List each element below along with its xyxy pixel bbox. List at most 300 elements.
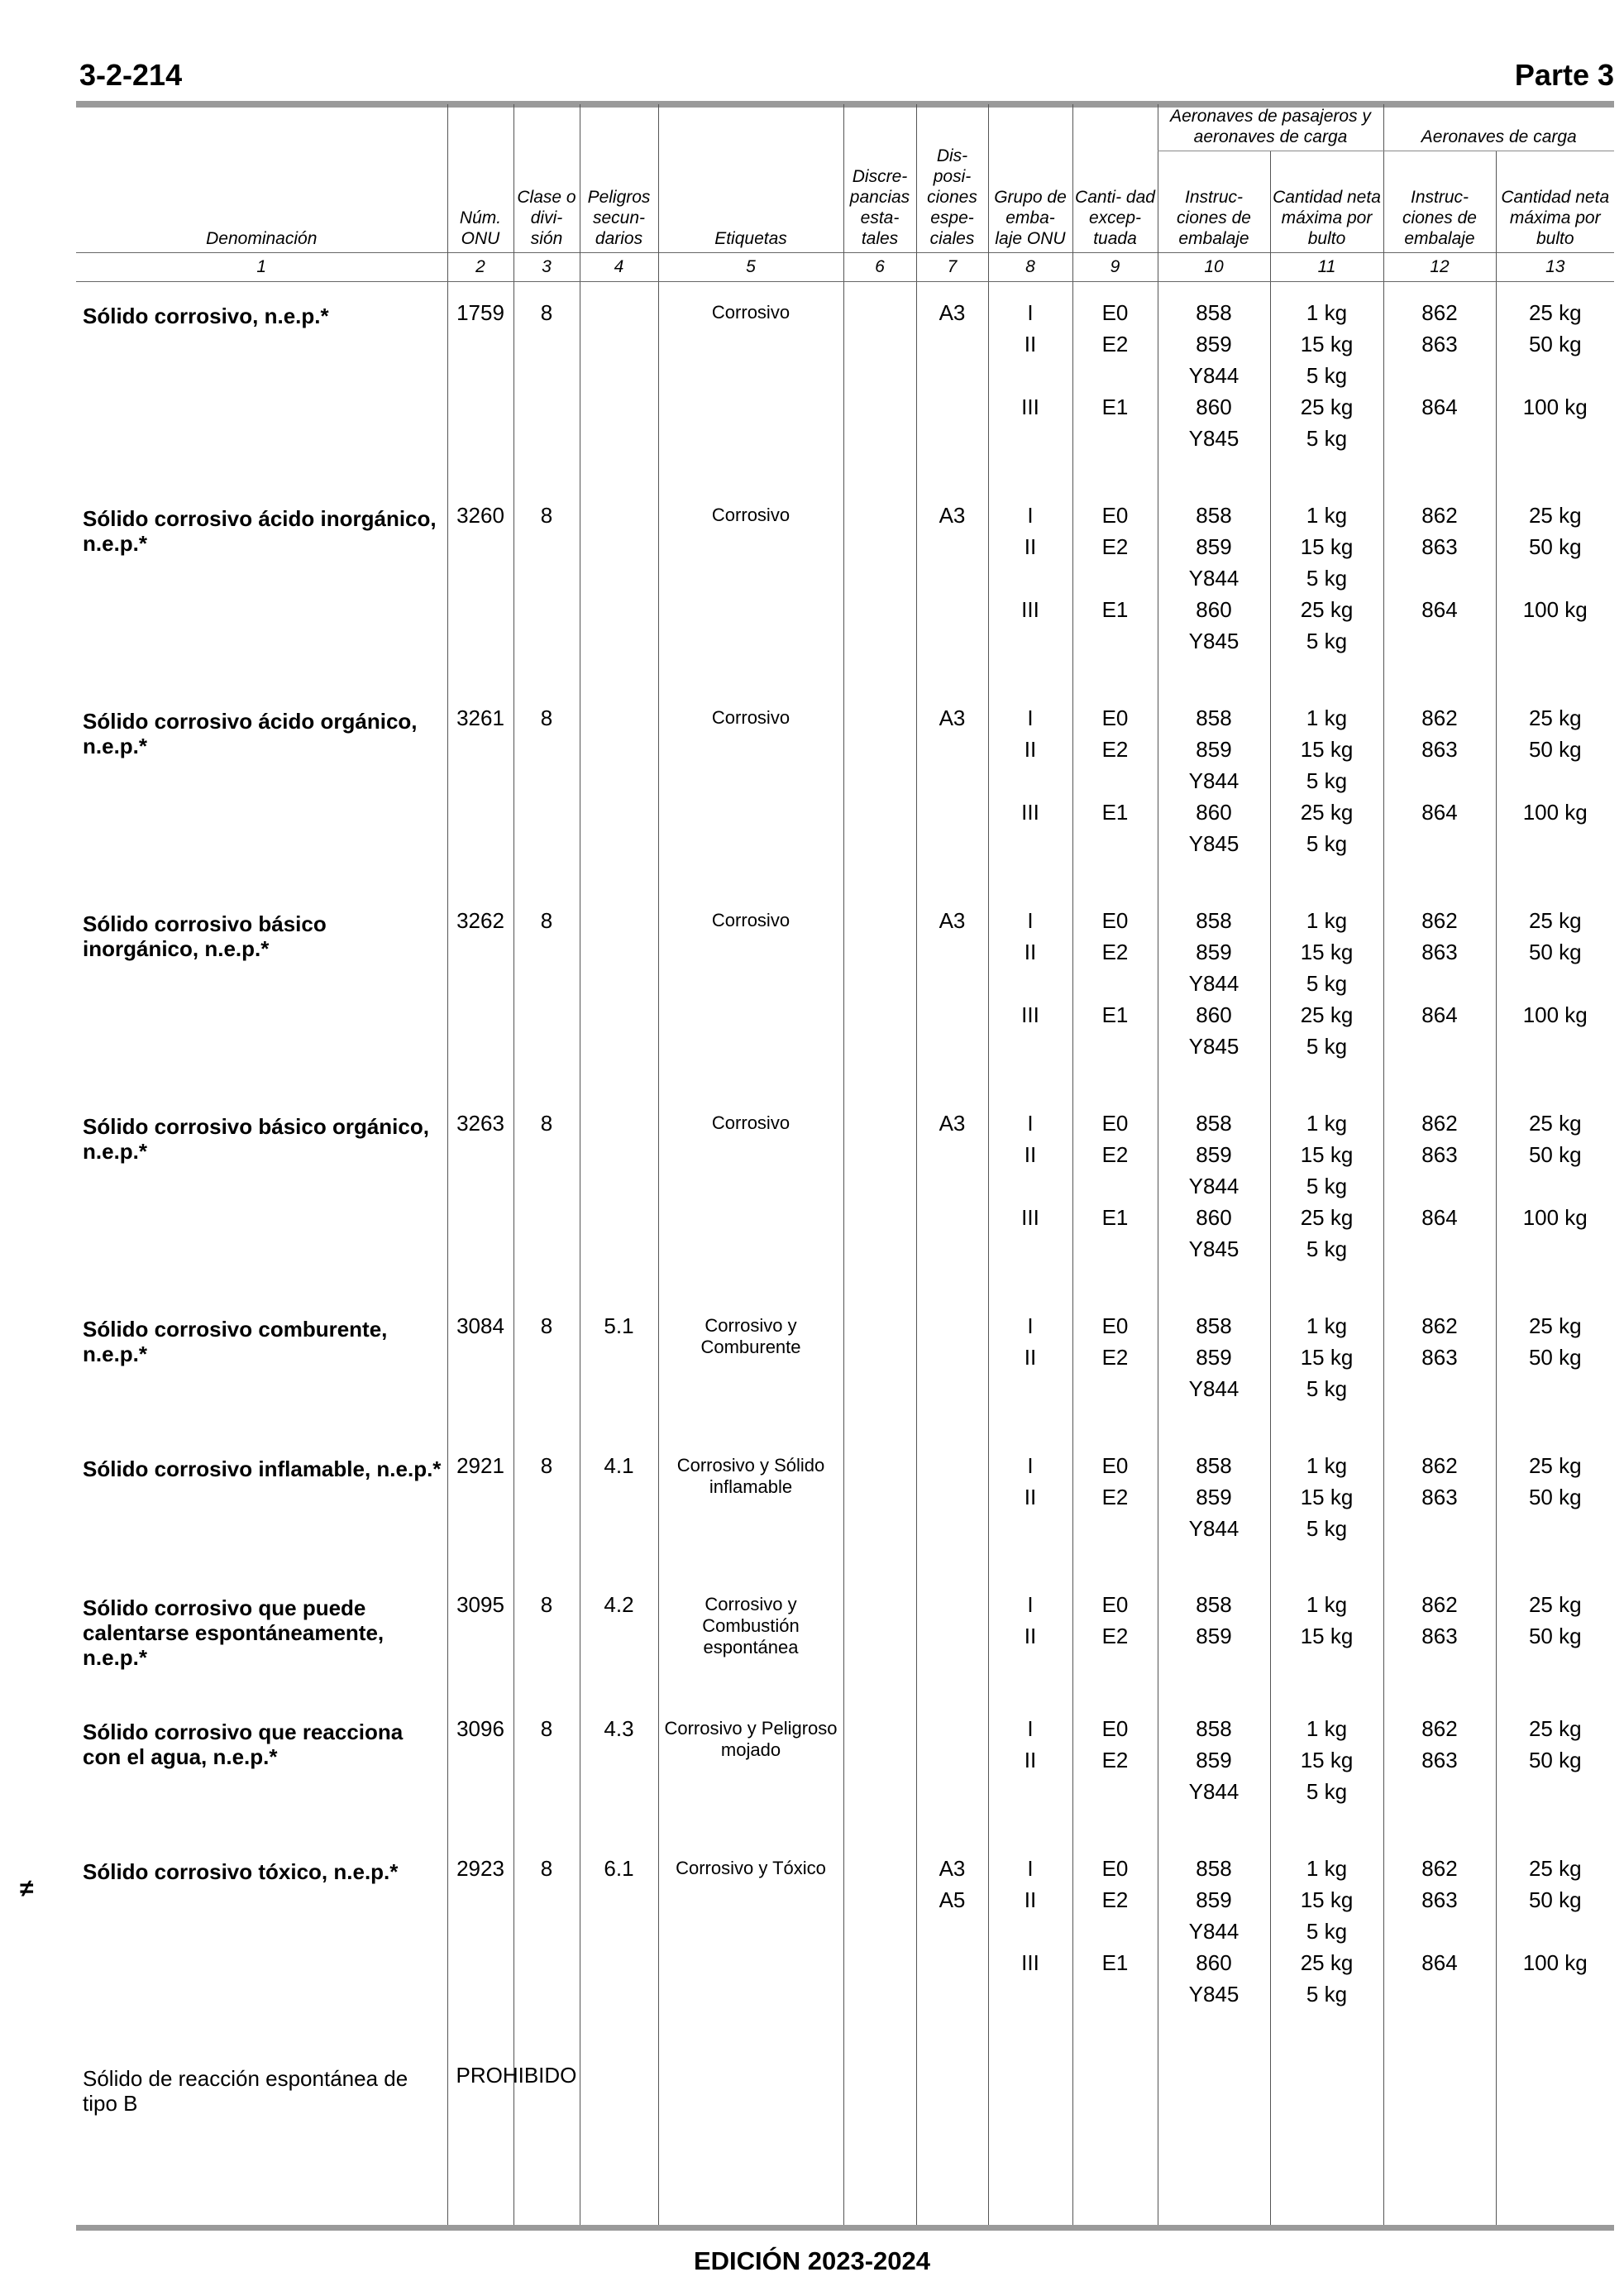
- header-cantidad-carga: Cantidad neta máxima por bulto: [1496, 151, 1614, 253]
- entry-cantidad-carga-value: 50 kg: [1528, 332, 1582, 356]
- entry-instrucciones-carga-value: [1384, 1233, 1496, 1265]
- entry-cantidad-exceptuada-value: E0: [1101, 1453, 1129, 1478]
- entry-grupo-value: II: [1024, 940, 1037, 964]
- entry-clase: 8: [513, 1310, 580, 1450]
- entry-cantidad-pasajeros-value: 5 kg: [1306, 1236, 1348, 1261]
- column-number: 8: [988, 253, 1072, 282]
- entry-cantidad-exceptuada-value: [1073, 765, 1158, 796]
- entry-grupo-value: I: [1027, 300, 1034, 325]
- entry-instrucciones-pasajeros-value: Y845: [1188, 629, 1239, 653]
- entry-instrucciones-pasajeros-value: 858: [1196, 503, 1232, 528]
- entry-instrucciones-carga-value: 864: [1421, 395, 1458, 419]
- entry-disposiciones-value: A3: [939, 908, 966, 933]
- entry-cantidad-exceptuada-value: E0: [1101, 300, 1129, 325]
- entry-disposiciones: [916, 1450, 988, 1589]
- entry-instrucciones-pasajeros: [1158, 500, 1270, 702]
- entry-cantidad-exceptuada-value: [1073, 1916, 1158, 1947]
- entry-grupo-value: I: [1027, 1111, 1034, 1136]
- entry-instrucciones-pasajeros-value: 860: [1196, 800, 1232, 825]
- entry-cantidad-exceptuada-value: [1073, 423, 1158, 454]
- entry-cantidad-exceptuada-value: E1: [1101, 1950, 1129, 1975]
- entry-cantidad-carga-value: 25 kg: [1528, 1313, 1582, 1338]
- entry-cantidad-pasajeros-value: 1 kg: [1306, 503, 1348, 528]
- entry-cantidad-carga-value: 25 kg: [1528, 1111, 1582, 1136]
- entry-instrucciones-pasajeros-value: 858: [1196, 706, 1232, 730]
- entry-clase: 8: [513, 297, 580, 500]
- entry-peligros: 6.1: [580, 1853, 658, 2059]
- entry-disposiciones: [916, 905, 988, 1107]
- entry-cantidad-exceptuada-value: [1073, 625, 1158, 657]
- column-number: 5: [658, 253, 843, 282]
- entry-cantidad-carga-value: 50 kg: [1528, 1624, 1582, 1648]
- entry-instrucciones-pasajeros-value: 859: [1196, 1624, 1232, 1648]
- entry-cantidad-pasajeros-value: 1 kg: [1306, 1716, 1348, 1741]
- entry-cantidad-exceptuada-value: E2: [1101, 534, 1129, 559]
- entry-cantidad-pasajeros-value: 25 kg: [1300, 1205, 1354, 1230]
- entry-etiquetas: Corrosivo: [658, 702, 843, 905]
- entry-instrucciones-pasajeros-value: Y845: [1188, 831, 1239, 856]
- entry-grupo: [988, 702, 1072, 905]
- entry-instrucciones-pasajeros-value: Y845: [1188, 1236, 1239, 1261]
- entry-grupo-value: III: [1021, 1205, 1039, 1230]
- entry-grupo-value: [989, 1170, 1072, 1202]
- entry-grupo-value: II: [1024, 1142, 1037, 1167]
- entry-etiquetas: Corrosivo y Peligroso mojado: [658, 1713, 843, 1853]
- column-number: 4: [580, 253, 658, 282]
- entry-denominacion: Sólido corrosivo tóxico, n.e.p.*: [83, 1859, 399, 1884]
- entry-cantidad-carga-value: 25 kg: [1528, 1453, 1582, 1478]
- entry-peligros: [580, 702, 658, 905]
- empty-cell: [843, 2059, 916, 2229]
- entry-cantidad-exceptuada-value: E1: [1101, 800, 1129, 825]
- header-discrepancias: Discre- pancias esta- tales: [843, 104, 916, 253]
- entry-grupo-value: III: [1021, 800, 1039, 825]
- entry-peligros: [580, 500, 658, 702]
- entry-cantidad-pasajeros-value: 5 kg: [1306, 1516, 1348, 1541]
- entry-discrepancias: [843, 905, 916, 1107]
- entry-grupo-value: [989, 1373, 1072, 1404]
- entry-cantidad-carga: [1496, 500, 1614, 702]
- entry-cantidad-carga-value: [1497, 562, 1615, 594]
- entry-instrucciones-pasajeros-value: Y844: [1188, 768, 1239, 793]
- entry-cantidad-exceptuada-value: [1073, 1233, 1158, 1265]
- entry-instrucciones-pasajeros-value: Y844: [1188, 1516, 1239, 1541]
- entry-instrucciones-carga-value: [1384, 423, 1496, 454]
- header-pasajeros-group: Aeronaves de pasajeros y aeronaves de carga: [1158, 104, 1383, 151]
- entry-cantidad-exceptuada-value: E2: [1101, 1748, 1129, 1772]
- entry-peligros: 4.1: [580, 1450, 658, 1589]
- entry-cantidad-carga: [1496, 1713, 1614, 1853]
- entry-cantidad-exceptuada-value: [1073, 562, 1158, 594]
- entry-cantidad-carga-value: 25 kg: [1528, 1592, 1582, 1617]
- entry-instrucciones-carga-value: [1384, 765, 1496, 796]
- entry-clase: 8: [513, 905, 580, 1107]
- entry-instrucciones-pasajeros-value: 860: [1196, 1002, 1232, 1027]
- empty-cell: [1270, 2059, 1383, 2229]
- entry-grupo: [988, 1450, 1072, 1589]
- empty-cell: [1072, 2059, 1158, 2229]
- entry-discrepancias: [843, 1450, 916, 1589]
- entry-cantidad-pasajeros-value: 1 kg: [1306, 1592, 1348, 1617]
- entry-cantidad-carga-value: 100 kg: [1522, 1950, 1588, 1975]
- header-instrucciones-pasajeros: Instruc- ciones de embalaje: [1158, 151, 1270, 253]
- entry-instrucciones-carga-value: [1384, 1373, 1496, 1404]
- entry-grupo: [988, 1589, 1072, 1713]
- column-number-row: [76, 253, 1614, 282]
- entry-discrepancias: [843, 1853, 916, 2059]
- entry-clase: 8: [513, 1713, 580, 1853]
- entry-cantidad-exceptuada: [1072, 905, 1158, 1107]
- entry-cantidad-exceptuada-value: E0: [1101, 503, 1129, 528]
- entry-instrucciones-pasajeros-value: 860: [1196, 1205, 1232, 1230]
- entry-discrepancias: [843, 1713, 916, 1853]
- empty-cell: [1496, 2059, 1614, 2229]
- entry-disposiciones: [916, 1107, 988, 1310]
- empty-cell: [1158, 2059, 1270, 2229]
- entry-grupo: [988, 500, 1072, 702]
- entry-cantidad-carga: [1496, 1310, 1614, 1450]
- header-denominacion: Denominación: [206, 229, 318, 248]
- entry-cantidad-pasajeros: [1270, 1107, 1383, 1310]
- entry-grupo-value: I: [1027, 1313, 1034, 1338]
- entry-instrucciones-pasajeros-value: Y845: [1188, 1982, 1239, 2007]
- entry-instrucciones-pasajeros-value: Y844: [1188, 1174, 1239, 1198]
- entry-cantidad-exceptuada-value: [1073, 1513, 1158, 1544]
- entry-cantidad-carga: [1496, 1450, 1614, 1589]
- entry-num-onu: 1759: [447, 297, 513, 500]
- entry-grupo: [988, 1310, 1072, 1450]
- entry-instrucciones-pasajeros: [1158, 1853, 1270, 2059]
- entry-cantidad-carga-value: [1497, 968, 1615, 999]
- entry-disposiciones: [916, 297, 988, 500]
- entry-instrucciones-carga-value: 862: [1421, 1716, 1458, 1741]
- table-row: [76, 1713, 1614, 1853]
- entry-cantidad-exceptuada: [1072, 702, 1158, 905]
- entry-instrucciones-carga-value: [1384, 1031, 1496, 1062]
- entry-instrucciones-pasajeros: [1158, 297, 1270, 500]
- entry-disposiciones-value: A3: [939, 1856, 966, 1881]
- entry-cantidad-pasajeros-value: 1 kg: [1306, 300, 1348, 325]
- entry-cantidad-exceptuada-value: [1073, 1978, 1158, 2010]
- entry-instrucciones-carga-value: 863: [1421, 1624, 1458, 1648]
- entry-grupo: [988, 297, 1072, 500]
- entry-status-cell: [447, 2059, 577, 2229]
- entry-cantidad-pasajeros-value: 25 kg: [1300, 597, 1354, 622]
- entry-cantidad-carga-value: 100 kg: [1522, 1002, 1588, 1027]
- entry-cantidad-carga-value: 50 kg: [1528, 940, 1582, 964]
- entry-cantidad-pasajeros-value: 15 kg: [1300, 1485, 1354, 1509]
- spacer-cell: [447, 282, 513, 298]
- column-number: 13: [1496, 253, 1614, 282]
- entry-instrucciones-carga: [1383, 1107, 1496, 1310]
- entry-cantidad-carga-value: [1497, 765, 1615, 796]
- entry-cantidad-carga-value: [1497, 1513, 1615, 1544]
- entry-peligros: 4.3: [580, 1713, 658, 1853]
- entry-cantidad-exceptuada-value: [1073, 1031, 1158, 1062]
- entry-clase: 8: [513, 702, 580, 905]
- header-instrucciones-carga: Instruc- ciones de embalaje: [1383, 151, 1496, 253]
- entry-cantidad-pasajeros-value: 5 kg: [1306, 629, 1348, 653]
- entry-instrucciones-carga: [1383, 1310, 1496, 1450]
- entry-num-onu: 3260: [447, 500, 513, 702]
- entry-disposiciones: [916, 702, 988, 905]
- entry-cantidad-carga-value: [1497, 1776, 1615, 1807]
- spacer-cell: [1158, 282, 1270, 298]
- entry-cantidad-pasajeros-value: 5 kg: [1306, 1982, 1348, 2007]
- entry-grupo-value: [989, 1513, 1072, 1544]
- entry-grupo-value: I: [1027, 1592, 1034, 1617]
- entry-cantidad-carga-value: [1497, 360, 1615, 391]
- entry-grupo-value: [989, 765, 1072, 796]
- entry-denominacion: Sólido corrosivo que puede calentarse espontáneamente, n.e.p.*: [83, 1595, 385, 1670]
- entry-instrucciones-pasajeros-value: 859: [1196, 1887, 1232, 1912]
- column-number: 11: [1270, 253, 1383, 282]
- entry-disposiciones: [916, 500, 988, 702]
- entry-cantidad-exceptuada: [1072, 1107, 1158, 1310]
- entry-cantidad-exceptuada: [1072, 1310, 1158, 1450]
- entry-disposiciones-value: A3: [939, 503, 966, 528]
- entry-instrucciones-carga-value: [1384, 1170, 1496, 1202]
- entry-cantidad-exceptuada-value: [1073, 1170, 1158, 1202]
- entry-instrucciones-pasajeros-value: Y845: [1188, 426, 1239, 451]
- entry-cantidad-pasajeros: [1270, 500, 1383, 702]
- entry-discrepancias: [843, 500, 916, 702]
- entry-num-onu: 2923: [447, 1853, 513, 2059]
- entry-cantidad-exceptuada-value: E0: [1101, 1716, 1129, 1741]
- entry-cantidad-exceptuada-value: E1: [1101, 597, 1129, 622]
- entry-instrucciones-carga: [1383, 1589, 1496, 1713]
- entry-instrucciones-pasajeros-value: Y844: [1188, 971, 1239, 996]
- table-row: [76, 905, 1614, 1107]
- header-etiquetas: Etiquetas: [658, 104, 843, 253]
- entry-grupo-value: [989, 360, 1072, 391]
- entry-discrepancias: [843, 1310, 916, 1450]
- entry-instrucciones-pasajeros-value: 858: [1196, 1111, 1232, 1136]
- entry-cantidad-pasajeros-value: 15 kg: [1300, 534, 1354, 559]
- spacer-cell: [1383, 282, 1496, 298]
- edition-footer: EDICIÓN 2023-2024: [693, 2246, 931, 2275]
- entry-grupo-value: III: [1021, 1002, 1039, 1027]
- entry-cantidad-carga-value: [1497, 828, 1615, 859]
- entry-cantidad-carga-value: 50 kg: [1528, 1887, 1582, 1912]
- entry-clase: 8: [513, 500, 580, 702]
- entry-grupo-value: [989, 1916, 1072, 1947]
- entry-cantidad-carga-value: 50 kg: [1528, 1485, 1582, 1509]
- entry-cantidad-pasajeros-value: 5 kg: [1306, 1919, 1348, 1944]
- entry-cantidad-carga-value: 25 kg: [1528, 1716, 1582, 1741]
- page-number: 3-2-214: [79, 58, 183, 92]
- entry-cantidad-exceptuada-value: E1: [1101, 1002, 1129, 1027]
- spacer-cell: [1072, 282, 1158, 298]
- column-number: 3: [513, 253, 580, 282]
- entry-cantidad-exceptuada-value: E2: [1101, 737, 1129, 762]
- entry-cantidad-carga-value: 50 kg: [1528, 1748, 1582, 1772]
- entry-cantidad-carga-value: 100 kg: [1522, 800, 1588, 825]
- entry-cantidad-carga-value: [1497, 1170, 1615, 1202]
- entry-cantidad-exceptuada: [1072, 1589, 1158, 1713]
- entry-cantidad-pasajeros-value: 15 kg: [1300, 1748, 1354, 1772]
- entry-instrucciones-carga-value: 863: [1421, 1485, 1458, 1509]
- entry-instrucciones-carga-value: [1384, 562, 1496, 594]
- entry-grupo: [988, 905, 1072, 1107]
- entry-cantidad-pasajeros: [1270, 1853, 1383, 2059]
- empty-cell: [658, 2059, 843, 2229]
- entry-instrucciones-carga: [1383, 297, 1496, 500]
- entry-cantidad-pasajeros: [1270, 905, 1383, 1107]
- entry-grupo-value: [989, 828, 1072, 859]
- entry-cantidad-pasajeros-value: 15 kg: [1300, 1624, 1354, 1648]
- spacer-cell: [580, 282, 658, 298]
- spacer-cell: [1496, 282, 1614, 298]
- entry-cantidad-exceptuada-value: E2: [1101, 332, 1129, 356]
- entry-cantidad-carga-value: [1497, 625, 1615, 657]
- entry-instrucciones-carga-value: 862: [1421, 908, 1458, 933]
- entry-instrucciones-carga-value: 864: [1421, 1205, 1458, 1230]
- part-label: Parte 3: [1514, 58, 1614, 92]
- entry-cantidad-exceptuada-value: E2: [1101, 940, 1129, 964]
- entry-num-onu: 3261: [447, 702, 513, 905]
- entry-cantidad-pasajeros-value: 1 kg: [1306, 1856, 1348, 1881]
- entry-cantidad-exceptuada-value: E1: [1101, 1205, 1129, 1230]
- entry-cantidad-exceptuada: [1072, 297, 1158, 500]
- entry-instrucciones-carga-value: 863: [1421, 737, 1458, 762]
- entry-cantidad-pasajeros-value: 5 kg: [1306, 1034, 1348, 1059]
- entry-denominacion: Sólido corrosivo inflamable, n.e.p.*: [83, 1457, 442, 1481]
- entry-cantidad-pasajeros-value: 1 kg: [1306, 1453, 1348, 1478]
- entry-instrucciones-pasajeros: [1158, 1310, 1270, 1450]
- entry-cantidad-carga-value: 100 kg: [1522, 395, 1588, 419]
- entry-cantidad-carga-value: 50 kg: [1528, 1345, 1582, 1370]
- entry-etiquetas: Corrosivo y Combustión espontánea: [658, 1589, 843, 1713]
- entry-instrucciones-pasajeros-value: 858: [1196, 300, 1232, 325]
- entry-instrucciones-carga-value: 864: [1421, 1950, 1458, 1975]
- spacer-row: [76, 282, 1614, 298]
- entry-grupo-value: II: [1024, 1485, 1037, 1509]
- entry-cantidad-pasajeros-value: 25 kg: [1300, 1950, 1354, 1975]
- column-number: 9: [1072, 253, 1158, 282]
- entry-instrucciones-pasajeros: [1158, 702, 1270, 905]
- spacer-cell: [658, 282, 843, 298]
- entry-clase: 8: [513, 1853, 580, 2059]
- entry-cantidad-carga: [1496, 702, 1614, 905]
- entry-instrucciones-carga: [1383, 1713, 1496, 1853]
- entry-cantidad-exceptuada-value: E0: [1101, 1111, 1129, 1136]
- table-row: [76, 1310, 1614, 1450]
- entry-discrepancias: [843, 702, 916, 905]
- entry-cantidad-pasajeros-value: 25 kg: [1300, 395, 1354, 419]
- entry-etiquetas: Corrosivo: [658, 905, 843, 1107]
- entry-instrucciones-pasajeros-value: 858: [1196, 1716, 1232, 1741]
- entry-peligros: [580, 297, 658, 500]
- entry-instrucciones-carga-value: 862: [1421, 1111, 1458, 1136]
- entry-cantidad-exceptuada-value: E0: [1101, 1592, 1129, 1617]
- entry-cantidad-carga: [1496, 1589, 1614, 1713]
- entry-disposiciones: [916, 1310, 988, 1450]
- header-grupo: Grupo de emba- laje ONU: [988, 104, 1072, 253]
- entry-instrucciones-pasajeros-value: Y845: [1188, 1034, 1239, 1059]
- entry-instrucciones-carga-value: 864: [1421, 1002, 1458, 1027]
- entry-cantidad-pasajeros-value: 1 kg: [1306, 1313, 1348, 1338]
- spacer-cell: [513, 282, 580, 298]
- entry-instrucciones-pasajeros: [1158, 1107, 1270, 1310]
- entry-instrucciones-carga-value: 863: [1421, 332, 1458, 356]
- entry-etiquetas: Corrosivo: [658, 1107, 843, 1310]
- entry-instrucciones-carga-value: 862: [1421, 1592, 1458, 1617]
- entry-grupo-value: II: [1024, 1345, 1037, 1370]
- entry-grupo-value: [989, 1233, 1072, 1265]
- entry-instrucciones-pasajeros-value: 858: [1196, 1592, 1232, 1617]
- entry-instrucciones-carga-value: [1384, 625, 1496, 657]
- entry-instrucciones-carga-value: 864: [1421, 800, 1458, 825]
- entry-cantidad-pasajeros-value: 5 kg: [1306, 566, 1348, 591]
- entry-disposiciones: [916, 1589, 988, 1713]
- entry-num-onu: 3263: [447, 1107, 513, 1310]
- entry-grupo-value: I: [1027, 1453, 1034, 1478]
- entry-discrepancias: [843, 1589, 916, 1713]
- entry-cantidad-exceptuada-value: E1: [1101, 395, 1129, 419]
- entry-instrucciones-carga-value: 862: [1421, 503, 1458, 528]
- entry-instrucciones-pasajeros: [1158, 1589, 1270, 1713]
- entry-cantidad-carga-value: 25 kg: [1528, 503, 1582, 528]
- entry-instrucciones-carga: [1383, 905, 1496, 1107]
- entry-instrucciones-carga-value: 863: [1421, 940, 1458, 964]
- entry-grupo-value: [989, 423, 1072, 454]
- prohibited-status: PROHIBIDO: [456, 2063, 577, 2088]
- entry-clase: 8: [513, 1589, 580, 1713]
- entry-clase: 8: [513, 1450, 580, 1589]
- entry-cantidad-carga-value: [1497, 1978, 1615, 2010]
- entry-grupo: [988, 1713, 1072, 1853]
- table-row: [76, 1853, 1614, 2059]
- header-num-onu: Núm. ONU: [447, 104, 513, 253]
- entry-discrepancias: [843, 1107, 916, 1310]
- entry-cantidad-exceptuada-value: E0: [1101, 706, 1129, 730]
- dangerous-goods-table: [76, 104, 1614, 2229]
- entry-instrucciones-pasajeros-value: 859: [1196, 1345, 1232, 1370]
- entry-cantidad-carga-value: 50 kg: [1528, 534, 1582, 559]
- bottom-rule: [76, 2225, 1614, 2231]
- column-number: 7: [916, 253, 988, 282]
- table-body: [76, 253, 1614, 2230]
- entry-cantidad-pasajeros-value: 5 kg: [1306, 426, 1348, 451]
- column-number: 2: [447, 253, 513, 282]
- entry-cantidad-exceptuada-value: E2: [1101, 1345, 1129, 1370]
- entry-instrucciones-carga: [1383, 702, 1496, 905]
- entry-num-onu: 2921: [447, 1450, 513, 1589]
- entry-denominacion: Sólido corrosivo básico orgánico, n.e.p.*: [83, 1114, 429, 1164]
- entry-num-onu: 3096: [447, 1713, 513, 1853]
- entry-grupo-value: [989, 562, 1072, 594]
- entry-cantidad-carga-value: 25 kg: [1528, 300, 1582, 325]
- entry-cantidad-carga-value: [1497, 1916, 1615, 1947]
- entry-cantidad-pasajeros-value: 15 kg: [1300, 737, 1354, 762]
- entry-cantidad-pasajeros: [1270, 1310, 1383, 1450]
- entry-cantidad-pasajeros-value: 15 kg: [1300, 1887, 1354, 1912]
- entry-instrucciones-carga-value: 863: [1421, 534, 1458, 559]
- entry-grupo-value: II: [1024, 534, 1037, 559]
- table-row: [76, 1450, 1614, 1589]
- entry-cantidad-carga: [1496, 1853, 1614, 2059]
- entry-instrucciones-carga-value: [1384, 968, 1496, 999]
- entry-etiquetas: Corrosivo y Tóxico: [658, 1853, 843, 2059]
- entry-cantidad-pasajeros: [1270, 702, 1383, 905]
- entry-cantidad-carga: [1496, 297, 1614, 500]
- entry-cantidad-exceptuada: [1072, 1713, 1158, 1853]
- entry-instrucciones-pasajeros-value: 858: [1196, 1453, 1232, 1478]
- entry-instrucciones-carga: [1383, 1450, 1496, 1589]
- entry-cantidad-carga-value: 25 kg: [1528, 706, 1582, 730]
- entry-denominacion: Sólido corrosivo ácido inorgánico, n.e.p.*: [83, 506, 437, 556]
